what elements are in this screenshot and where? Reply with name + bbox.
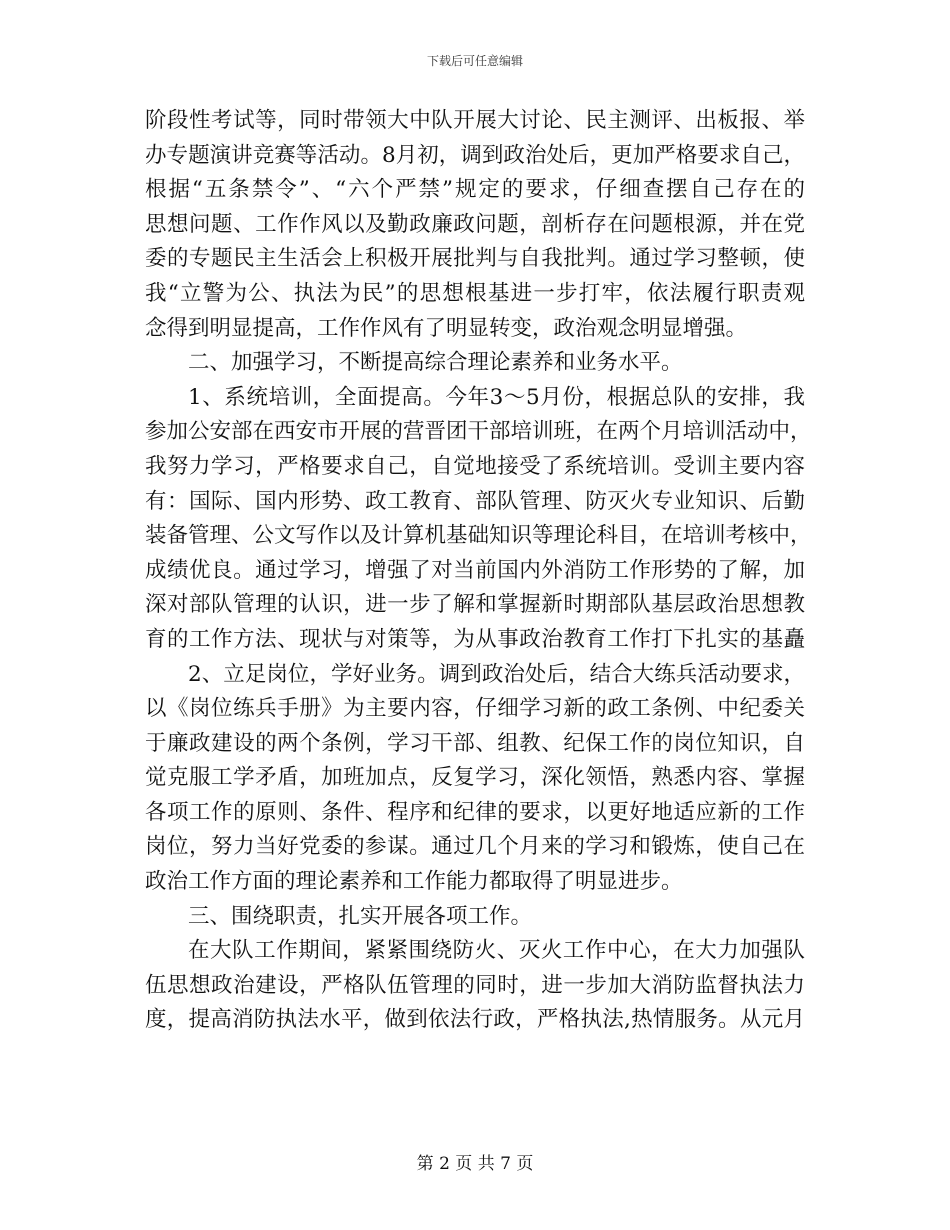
body-line: 思想问题、工作作风以及勤政廉政问题，剖析存在问题根源，并在党 xyxy=(145,211,805,237)
body-line: 我努力学习，严格要求自己，自觉地接受了系统培训。受训主要内容 xyxy=(145,453,805,479)
page-footer: 第 2 页 共 7 页 xyxy=(416,1154,534,1174)
body-line: 我“立警为公、执法为民”的思想根基进一步打牢，依法履行职责观 xyxy=(145,280,805,306)
body-line: 1、系统培训，全面提高。今年3～5月份，根据总队的安排，我 xyxy=(188,384,805,410)
body-line: 办专题演讲竞赛等活动。8月初，调到政治处后，更加严格要求自己， xyxy=(145,142,805,168)
body-line: 以《岗位练兵手册》为主要内容，仔细学习新的政工条例、中纪委关 xyxy=(145,696,805,722)
body-line: 成绩优良。通过学习，增强了对当前国内外消防工作形势的了解，加 xyxy=(145,557,805,583)
body-line: 2、立足岗位，学好业务。调到政治处后，结合大练兵活动要求， xyxy=(188,661,805,687)
body-line: 在大队工作期间，紧紧围绕防火、灭火工作中心，在大力加强队 xyxy=(188,938,805,964)
body-line: 伍思想政治建设，严格队伍管理的同时，进一步加大消防监督执法力 xyxy=(145,972,805,998)
body-line: 深对部队管理的认识，进一步了解和掌握新时期部队基层政治思想教 xyxy=(145,592,805,618)
body-line: 岗位，努力当好党委的参谋。通过几个月来的学习和锻炼，使自己在 xyxy=(145,834,805,860)
body-line: 装备管理、公文写作以及计算机基础知识等理论科目，在培训考核中， xyxy=(145,523,812,549)
body-line: 委的专题民主生活会上积极开展批判与自我批判。通过学习整顿，使 xyxy=(145,246,805,272)
body-line: 各项工作的原则、条件、程序和纪律的要求，以更好地适应新的工作 xyxy=(145,799,805,825)
body-line: 念得到明显提高，工作作风有了明显转变，政治观念明显增强。 xyxy=(145,315,748,341)
body-line: 政治工作方面的理论素养和工作能力都取得了明显进步。 xyxy=(145,869,683,895)
body-line: 根据“五条禁令”、“六个严禁”规定的要求，仔细查摆自己存在的 xyxy=(145,177,805,203)
body-line: 阶段性考试等，同时带领大中队开展大讨论、民主测评、出板报、举 xyxy=(145,108,805,133)
body-line: 参加公安部在西安市开展的营晋团干部培训班，在两个月培训活动中， xyxy=(145,419,812,445)
document-body xyxy=(145,104,812,1038)
body-line: 度，提高消防执法水平，做到依法行政，严格执法,热情服务。从元月 xyxy=(145,1007,805,1033)
body-line: 有：国际、国内形势、政工教育、部队管理、防灭火专业知识、后勤 xyxy=(145,488,805,514)
page-header: 下载后可任意编辑 xyxy=(426,54,523,68)
body-line: 觉克服工学矛盾，加班加点，反复学习，深化领悟，熟悉内容、掌握 xyxy=(145,765,805,791)
body-line: 育的工作方法、现状与对策等，为从事政治教育工作打下扎实的基矗 xyxy=(145,626,805,652)
section-heading: 二、加强学习，不断提高综合理论素养和业务水平。 xyxy=(188,350,683,376)
body-line: 于廉政建设的两个条例，学习干部、组教、纪保工作的岗位知识，自 xyxy=(145,730,805,756)
section-heading: 三、围绕职责，扎实开展各项工作。 xyxy=(188,903,533,929)
